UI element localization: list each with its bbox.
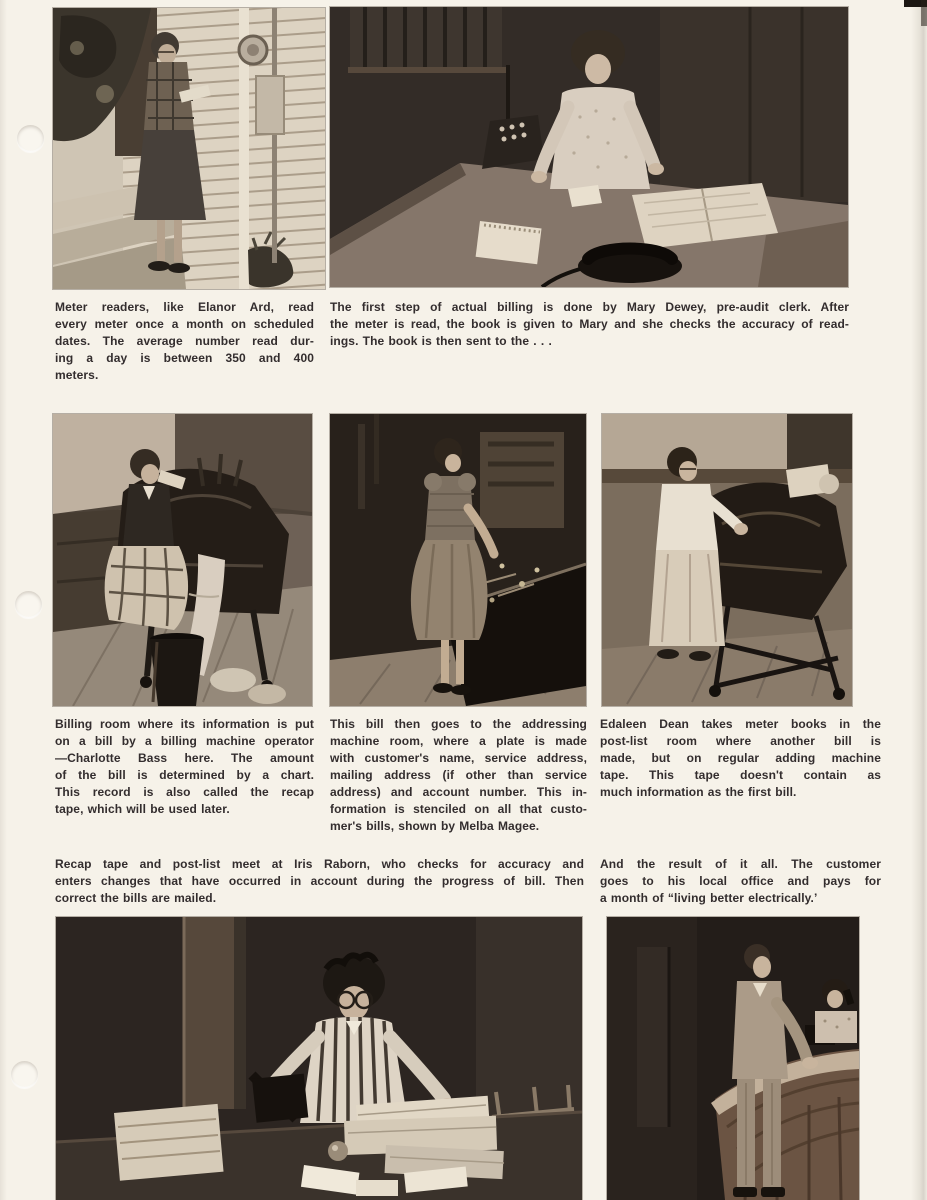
caption-billing-room: [55, 716, 314, 818]
hole-punch: [17, 125, 44, 152]
caption-line: The first step of actual billing is done by Mary Dewey, pre-audit clerk. After: [330, 300, 849, 314]
caption-line: Billing room where its information is put: [55, 717, 314, 731]
caption-line: address) and account number. This in-: [330, 785, 587, 799]
caption-line: ing a day is between 350 and 400: [55, 351, 314, 365]
caption-line: the meter is read, the book is given to Mary and she checks the accuracy of read-: [330, 317, 849, 331]
photo-post-list-room: [602, 414, 852, 706]
hole-punch: [11, 1061, 38, 1088]
photo-pre-audit-clerk-art: [330, 7, 848, 287]
photo-addressing-machine: [330, 414, 586, 706]
page-right-edge-shadow: [911, 0, 927, 1200]
caption-line: machine room, where a plate is made: [330, 734, 587, 748]
caption-line: a month of “living better electrically.’: [600, 891, 818, 905]
caption-recap-tape: [55, 856, 584, 907]
caption-line: And the result of it all. The customer: [600, 857, 881, 871]
caption-line: dates. The average number read dur-: [55, 334, 314, 348]
caption-post-list: [600, 716, 881, 801]
photo-meter-reader: [53, 8, 325, 289]
caption-customer-pays: [600, 856, 881, 907]
photo-pre-audit-clerk: [330, 7, 848, 287]
caption-line: Recap tape and post-list meet at Iris Raborn, who checks for accuracy and: [55, 857, 584, 871]
scan-artifact-corner-edge: [921, 0, 927, 26]
photo-customer-counter: [607, 917, 859, 1200]
caption-line: meters.: [55, 368, 99, 382]
caption-line: This record is also called the recap: [55, 785, 314, 799]
photo-billing-room-art: [53, 414, 312, 706]
caption-line: Edaleen Dean takes meter books in the: [600, 717, 881, 731]
caption-line: Meter readers, like Elanor Ard, read: [55, 300, 314, 314]
caption-line: post-list room where another bill is: [600, 734, 881, 748]
caption-line: ings. The book is then sent to the . . .: [330, 334, 552, 348]
caption-line: —Charlotte Bass here. The amount: [55, 751, 314, 765]
caption-addressing-machine: [330, 716, 587, 835]
photo-iris-raborn-desk-art: [56, 917, 582, 1200]
caption-meter-readers: [55, 299, 314, 384]
caption-line: tape. This tape doesn't contain as: [600, 768, 881, 782]
photo-billing-room: [53, 414, 312, 706]
caption-line: mer's bills, shown by Melba Magee.: [330, 819, 540, 833]
caption-line: made, but on regular adding machine: [600, 751, 881, 765]
caption-line: mailing address (if other than service: [330, 768, 587, 782]
page-left-edge-shadow: [0, 0, 7, 1200]
caption-line: every meter once a month on scheduled: [55, 317, 314, 331]
caption-line: formation is stenciled on all that custo-: [330, 802, 587, 816]
caption-line: correct the bills are mailed.: [55, 891, 217, 905]
hole-punch: [15, 591, 42, 618]
caption-line: on a bill by a billing machine operator: [55, 734, 314, 748]
caption-line: This bill then goes to the addressing: [330, 717, 587, 731]
caption-line: much information as the first bill.: [600, 785, 797, 799]
caption-line: of the bill is determined by a chart.: [55, 768, 314, 782]
photo-meter-reader-art: [53, 8, 325, 289]
caption-line: goes to his local office and pays for: [600, 874, 881, 888]
caption-pre-audit: [330, 299, 849, 350]
caption-line: enters changes that have occurred in account during the progress of bill. Then: [55, 874, 584, 888]
photo-post-list-room-art: [602, 414, 852, 706]
caption-line: with customer's name, service address,: [330, 751, 587, 765]
photo-customer-counter-art: [607, 917, 859, 1200]
caption-line: tape, which will be used later.: [55, 802, 230, 816]
photo-iris-raborn-desk: [56, 917, 582, 1200]
photo-addressing-machine-art: [330, 414, 586, 706]
